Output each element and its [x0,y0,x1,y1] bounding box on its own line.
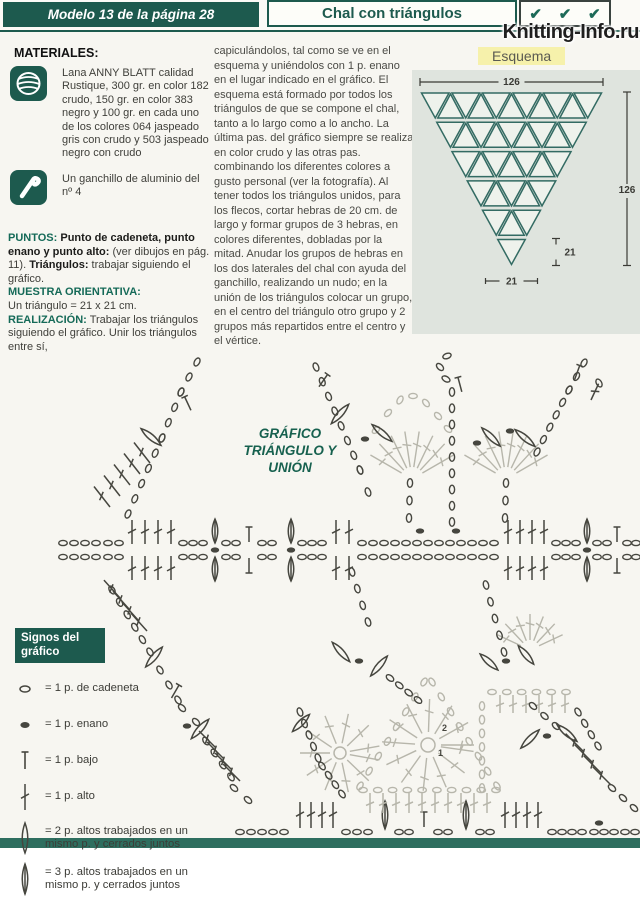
puntos-bold: Punto de cadeneta, punto enano y punto alto: [8,232,195,258]
puntos-normal: (ver dibujos en pág. 11). [8,246,209,272]
legend-item-text: = 1 p. bajo [45,754,98,768]
hook-description: Un ganchillo de aluminio del nº 4 [62,173,212,200]
pattern-body-text: capiculándolos, tal como se ve en el esquema y uniéndolos con 1 p. enano en el lugar indicado en el gráfico. El esquema está formado por todos los triángulos de que se compone el chal, tanto a lo largo como a lo ancho. La última pas. del gráfico siempre se realiza en color crudo y las otras pas. combinando los diferentes colores a gusto personal (ver la fotografía). Al tener todos los triángulos unidos, para los flecos, cortar hebras de 20 cm. de largo y formar grupos de 3 hebras, en colores diferentes, dobladas por la mitad. Anudar los grupos de hebras en los dos laterales del chal con ayuda del ganchillo, realizando un nudo; en la unión de los triángulos colocar un grupo, en el centro del triángulo otro grupo y 2 grupos más repartidos entre el centro y el vértice. [214,44,415,349]
realizacion-text: Trabajar los triángulos siguiendo el gráfico. Unir los triángulos entre sí, [8,314,198,353]
stitch-symbol-icon [12,862,38,896]
legend-item [12,862,217,896]
stitch-symbol-icon [12,744,38,778]
muestra-label: MUESTRA ORIENTATIVA: [8,286,141,298]
legend-item-text: = 2 p. altos trabajados en un mismo p. y cerrados juntos [45,825,217,852]
triangulos-text: trabajar siguiendo el gráfico. [8,259,191,285]
legend-item-text: = 1 p. de cadeneta [45,682,139,696]
legend-item [12,821,217,855]
svg-text:1: 1 [438,748,443,758]
realizacion-label: REALIZACIÓN: [8,314,87,326]
chart-title-line: GRÁFICO [259,426,321,441]
legend-item-text: = 1 p. alto [45,790,95,804]
legend-item-text: = 1 p. enano [45,718,108,732]
checkmark-icon: ✔ [559,5,572,23]
legend-item [12,780,217,814]
svg-text:21: 21 [564,248,576,259]
checkmark-icon: ✔ [529,5,542,23]
esquema-label: Esquema [478,47,565,65]
muestra-text: Un triángulo = 21 x 21 cm. [8,300,137,312]
stitch-symbol-icon [12,821,38,855]
chart-title-line: TRIÁNGULO Y [244,443,337,458]
puntos-label: PUNTOS: [8,232,57,244]
site-watermark: Knitting-Info.ru [503,21,639,44]
legend-item-text: = 3 p. altos trabajados en un mismo p. y cerrados juntos [45,866,217,893]
chart-title [205,425,375,476]
page-title: Chal con triángulos [267,0,517,27]
yarn-icon [10,66,47,101]
stitch-symbol-icon [12,672,38,706]
legend-list [12,672,217,898]
triangulos-label: Triángulos: [29,259,88,271]
svg-text:126: 126 [619,185,636,196]
materials-heading: MATERIALES: [14,46,99,60]
legend-item [12,708,217,742]
svg-text:126: 126 [503,77,520,88]
legend-title-box: Signos del gráfico [15,628,105,663]
instructions-block [8,232,212,354]
chart-title-line: UNIÓN [268,460,312,475]
model-label: Modelo 13 de la página 28 [3,2,259,27]
legend-item [12,672,217,706]
svg-text:21: 21 [506,277,518,288]
crochet-hook-icon [10,170,47,205]
yarn-description: Lana ANNY BLATT calidad Rustique, 300 gr. en color 182 crudo, 150 gr. en color 383 negro y 100 gr. en cada uno de los colores 064 jaspeado gris con crudo y 503 jaspeado negro con crudo [62,67,214,161]
stitch-symbol-icon [12,780,38,814]
svg-text:2: 2 [442,723,447,733]
stitch-symbol-icon [12,708,38,742]
esquema-diagram [412,70,640,334]
checkmark-icon: ✔ [588,5,601,23]
legend-item [12,744,217,778]
